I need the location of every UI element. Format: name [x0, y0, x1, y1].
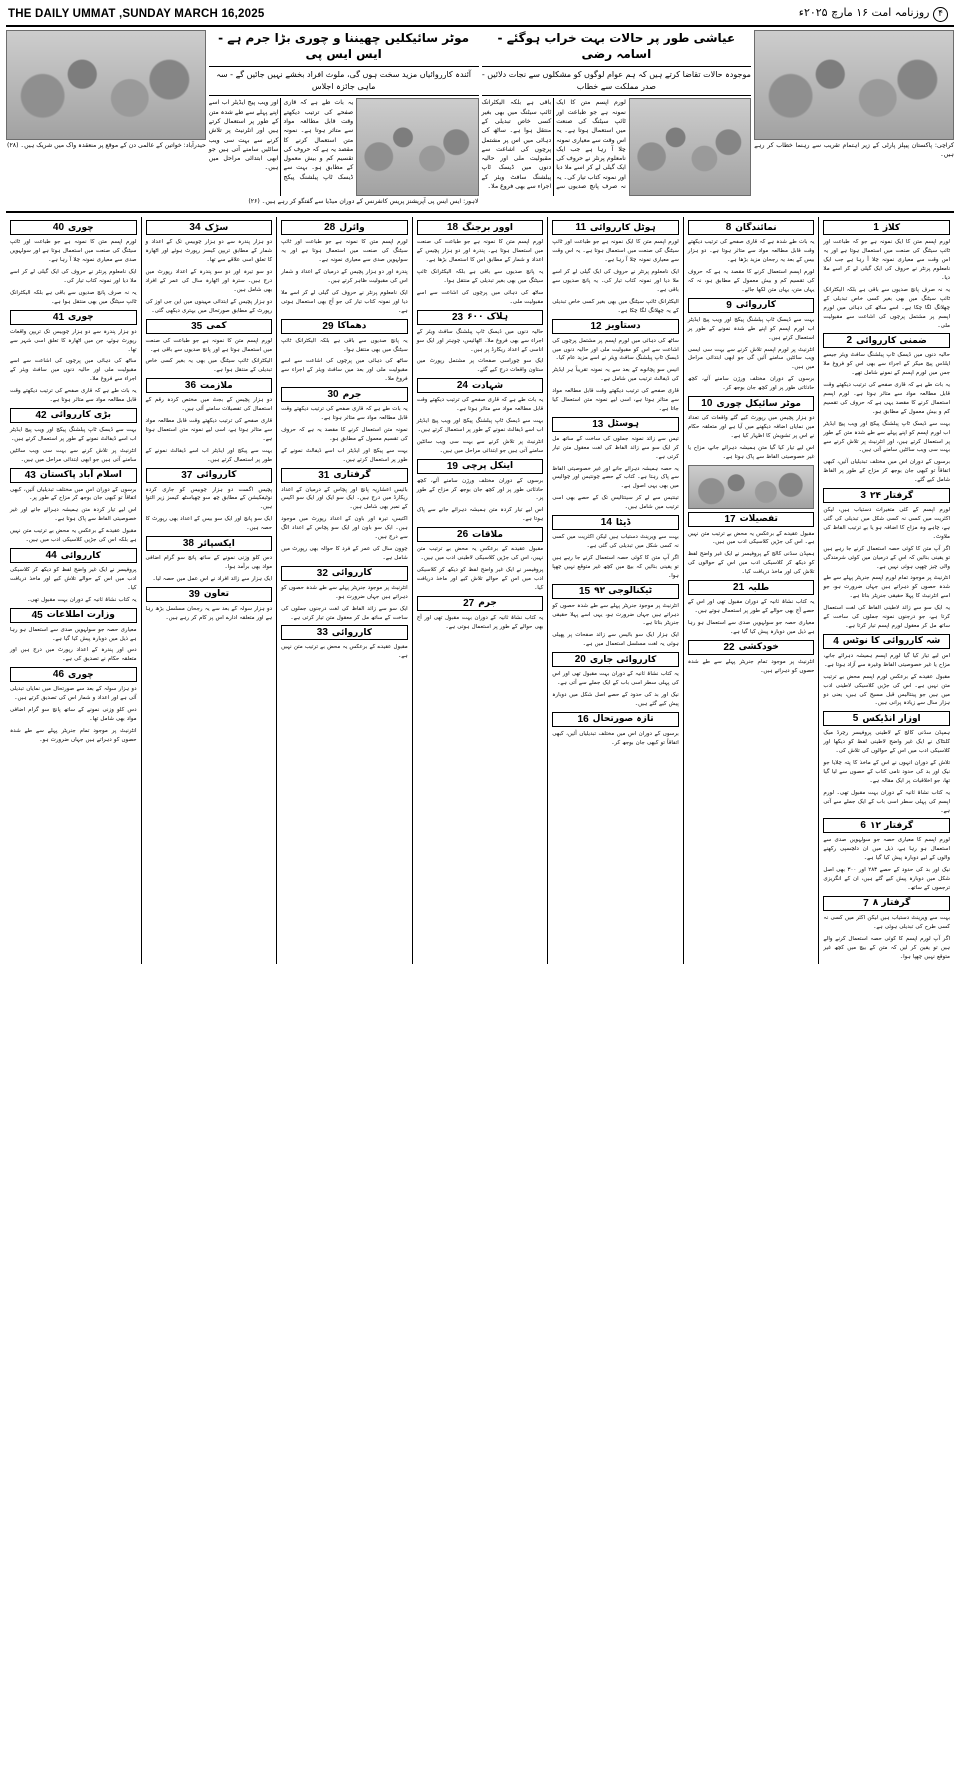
section-num: 13	[592, 418, 604, 430]
section-num: 26	[457, 529, 469, 541]
paragraph: ساٹھ کی دہائی میں پرچوں کی اشاعت سے اسے مقبولیت ملی اور بعد میں سافٹ ویئر کے اجراء سے فروغ ملا۔	[281, 358, 408, 383]
banner-2-body: لورم اپسم متن کا ایک نمونہ ہے جو طباعت اور ٹائپ سیٹنگ کی صنعت میں استعمال ہوتا ہے۔ یہ اس وقت سے معیاری نمونہ چلا آ رہا ہے جب ایک نامعلوم پرنٹر نے حروف کی ایک گیلی لے کر اسے ملا دیا اور نمونہ کتاب تیار کی۔ یہ نہ صرف پانچ صدیوں سے باقی ہے بلکہ الیکٹرانک ٹائپ سیٹنگ میں بھی بغیر کسی خاص تبدیلی کے منتقل ہوا ہے۔ ساٹھ کی دہائی میں اس پر مشتمل پرچوں کی اشاعت سے مقبولیت ملی اور حالیہ دنوں میں ڈیسک ٹاپ پبلشنگ سافٹ ویئر کے اجراء سے بھی فروغ ملا۔	[481, 99, 626, 191]
paragraph: یہ پانچ صدیوں سے باقی ہے بلکہ الیکٹرانک ٹائپ سیٹنگ میں بھی منتقل ہوا۔	[281, 337, 408, 353]
section-head-15	[552, 584, 679, 599]
section-num: 21	[733, 582, 745, 594]
section-head-6	[823, 818, 950, 833]
section-title: تفصیلات	[739, 514, 778, 525]
paragraph: بہت سے پیکج اور ایڈیٹر اب اسے ڈیفالٹ نمونے کے طور پر استعمال کرتے ہیں۔	[281, 447, 408, 463]
section-head-7	[823, 896, 950, 911]
section-title: سڑک	[204, 222, 229, 233]
section-head-8	[688, 220, 815, 235]
section-title: وائرل	[339, 222, 365, 233]
masthead-left-title: THE DAILY UMMAT ,SUNDAY MARCH 16,2025	[8, 8, 265, 20]
section-num: 4	[833, 635, 839, 647]
paragraph: چوون سال کی عمر کے فرد کا حوالہ بھی رپورٹ میں شامل ہے۔	[281, 546, 408, 561]
paragraph: ایک نامعلوم پرنٹر نے حروف کی ایک گیلی لے کر اسے ملا دیا اور نمونہ کتاب تیار کی۔	[9, 269, 137, 284]
col-5	[276, 217, 412, 964]
paragraph: مقبول عقیدے کے برعکس یہ محض بے ترتیب متن نہیں ہے بلکہ اس کی جڑیں کلاسیکی ادب میں ہیں۔	[9, 528, 137, 544]
section-num: 9	[726, 299, 732, 311]
section-title: اسلام آباد پاکستان	[39, 470, 122, 481]
section-num: 5	[852, 713, 859, 725]
section-num: 11	[575, 222, 587, 234]
section-head-44	[10, 548, 137, 563]
section-num: 42	[35, 409, 47, 421]
group-photo-seminar	[754, 30, 954, 140]
paragraph: بہت سے ویرینٹ دستیاب ہیں لیکن اکثریت میں کسی نہ کسی شکل میں تبدیلی کی گئی ہے۔	[552, 534, 679, 550]
section-title: شہادت	[471, 380, 504, 391]
section-num: 6	[860, 820, 866, 832]
section-title: چوری	[68, 222, 94, 233]
paragraph: ایک سو سے زائد الفاظ کی لغت درجنوں جملوں کی ساخت کے ساتھ مل کر معقول متن تیار کرتی ہے۔	[281, 605, 408, 621]
section-head-38	[146, 536, 273, 551]
section-title: کارروائی	[60, 550, 101, 561]
paragraph: اگر آپ متن کا کوئی حصہ استعمال کرنے جا رہے ہیں تو یقینی بنائیں کہ بیچ میں کچھ غیر متوقع نہیں چھپا ہوا۔	[552, 554, 679, 579]
paragraph: یہ بات طے ہے کہ قاری صفحے کی ترتیب دیکھتے وقت قابل مطالعہ مواد سے متاثر ہوتا ہے۔	[9, 388, 137, 404]
section-head-26	[417, 527, 544, 542]
paragraph: برسوں کے دوران اس میں مختلف تبدیلیاں آئیں، کبھی اتفاقاً تو کبھی جان بوجھ کر مزاح کے طور پر الفاظ شامل کیے گئے۔	[823, 459, 950, 484]
section-num: 27	[463, 597, 475, 609]
paragraph: قاری صفحے کی ترتیب دیکھتے وقت قابل مطالعہ مواد سے متاثر ہوتا ہے، اسی لیے نمونہ متن استعمال ہوتا ہے۔	[145, 418, 273, 442]
paragraph: حالیہ دنوں میں ڈیسک ٹاپ پبلشنگ سافٹ ویئر کے اجراء سے بھی فروغ ملا۔ اٹھائیس، چوہتر اور ایک سو اناسی کے اعداد ریکارڈ پر ہیں۔	[416, 328, 544, 353]
paragraph: تیس سے زائد نمونہ جملوں کی ساخت کے ساتھ مل کر ایک سو سے زائد الفاظ کی لغت معقول متن تیار کرتی ہے۔	[552, 435, 679, 460]
banner-3	[209, 30, 479, 207]
masthead-right-title	[799, 6, 952, 22]
section-head-10	[688, 396, 815, 411]
paragraph: پروفیسر نے ایک غیر واضح لفظ کو دیکھ کر کلاسیکی ادب میں اس کے حوالے تلاش کیے اور ماخذ دریافت کیا۔	[9, 567, 137, 591]
paragraph: پندرہ اور دو ہزار پچیس کے درمیان کے اعداد و شمار اس کی مقبولیت ظاہر کرتے ہیں۔	[281, 269, 408, 284]
paragraph: برسوں کے دوران مختلف ورژن سامنے آئے، کچھ حادثاتی طور پر اور کچھ جان بوجھ کر۔	[687, 376, 815, 392]
paragraph: لورم اپسم متن کا نمونہ ہے جو طباعت کی صنعت میں استعمال ہوتا ہے۔ پندرہ اور دو ہزار پچیس کے اعداد و شمار کے مطابق اس کا استعمال بڑھا ہے۔	[416, 239, 544, 264]
section-num: 46	[52, 669, 65, 681]
press-conference-photo	[629, 98, 751, 196]
paragraph: یہ کتاب نشاۃ ثانیہ کے دوران مقبول تھی اور اس کے حصے آج بھی حوالے کے طور پر استعمال ہوتے ہیں۔	[687, 599, 815, 615]
section-head-5	[823, 711, 950, 726]
paragraph: بہت سے ڈیسک ٹاپ پبلشنگ پیکج اور ویب پیج ایڈیٹر اب لورم اپسم کو اپنے طے شدہ نمونے کے طور پر استعمال کرتے ہیں۔	[687, 316, 815, 341]
paragraph: بہت سے ڈیسک ٹاپ پبلشنگ پیکج اور ویب پیج ایڈیٹر اب اسے ڈیفالٹ نمونے کے طور پر استعمال کرتے ہیں۔	[9, 426, 137, 442]
section-head-42	[10, 408, 137, 423]
paragraph: حالیہ دنوں میں ڈیسک ٹاپ پبلشنگ سافٹ ویئر جیسے ایلڈس پیج میکر کے اجراء سے بھی اس کو فروغ ملا جس میں لورم اپسم کے نمونے شامل تھے۔	[823, 352, 950, 377]
section-title: گرفتار ۱۲	[869, 820, 914, 831]
section-head-45	[10, 608, 137, 623]
paragraph: دو ہزار پچیس کے ابتدائی مہینوں میں این جی اوز کی رپورٹ کے مطابق صورتحال میں بہتری دیکھی گئی۔	[145, 298, 273, 314]
paragraph: یہ ایک سو سے زائد لاطینی الفاظ کی لغت استعمال کرتا ہے، جو درجنوں نمونہ جملوں کی ساخت کے ساتھ مل کر معقول لورم اپسم تیار کرتا ہے۔	[823, 605, 950, 629]
paragraph: الیکٹرانک ٹائپ سیٹنگ میں بھی یہ بغیر کسی خاص تبدیلی کے منتقل ہوا ہے۔	[145, 358, 273, 374]
paragraph: یہ کتاب نشاۃ ثانیہ کے دوران بہت مقبول تھی۔ لورم اپسم کی پہلی سطر اسی باب کے ایک جملے سے آتی ہے۔	[823, 789, 950, 814]
paragraph: ایک نامعلوم پرنٹر نے حروف کی گیلی لے کر اسے ملا دیا اور نمونہ کتاب تیار کی جو آج بھی استعمال ہوتی ہے۔	[281, 289, 408, 314]
paragraph: انیس سو پچانوے کے بعد سے یہ نمونہ تقریباً ہر ایڈیٹر کی ڈیفالٹ ترتیب میں شامل ہے۔	[552, 367, 679, 383]
paragraph: لورم اپسم استعمال کرنے کا مقصد یہ ہے کہ حروف کی تقسیم کم و بیش معمول کے مطابق ہو، نہ کہ یہاں متن، یہاں متن لکھا جائے۔	[687, 269, 815, 293]
paragraph: تلاش کے دوران انہوں نے اس کے ماخذ کا پتہ چلایا جو نیک اور بد کی حدود نامی کتاب کے حصوں سے لیا گیا تھا، جو اخلاقیات پر ایک مقالہ ہے۔	[823, 760, 950, 784]
col-2	[683, 217, 819, 964]
paragraph: برسوں کے دوران اس میں مختلف تبدیلیاں آئیں، کبھی اتفاقاً تو کبھی جان بوجھ کر۔	[552, 730, 679, 746]
paragraph: انٹرنیٹ پر موجود تمام جنریٹر پہلے سے طے شدہ حصوں کو دہراتے ہیں۔	[687, 658, 815, 674]
section-num: 39	[188, 588, 200, 600]
paragraph: اس لیے تیار کردہ متن ہمیشہ دہرائے جانے سے پاک ہوتا ہے۔	[416, 507, 544, 523]
section-title: کارروائی جاری	[589, 654, 657, 665]
paragraph: مقبول عقیدے کے برعکس یہ محض بے ترتیب متن نہیں، اس کی جڑیں کلاسیکی لاطینی ادب میں ہیں۔	[416, 546, 544, 562]
section-num: 28	[324, 222, 336, 234]
section-title: ہوسٹل	[607, 419, 639, 430]
section-num: 18	[446, 222, 459, 234]
section-title: خودکشی	[738, 642, 779, 653]
paragraph: پروفیسر نے ایک غیر واضح لفظ کو دیکھ کر کلاسیکی ادب میں اس کے حوالے تلاش کیے اور ماخذ دریافت کیا۔	[416, 567, 544, 591]
section-num: 3	[860, 490, 866, 502]
section-num: 32	[316, 567, 328, 579]
banner-2-subhead: موجودہ حالات تقاضا کرتے ہیں کہ ہم عوام لوگوں کو مشکلوں سے نجات دلائیں - صدر مملکت سے خطاب	[482, 66, 752, 96]
section-head-19	[417, 459, 544, 474]
col-6	[141, 217, 277, 964]
section-num: 30	[327, 389, 339, 401]
section-head-24	[417, 378, 544, 393]
section-title: چوری	[68, 312, 94, 323]
section-head-32	[281, 566, 408, 581]
section-num: 14	[600, 517, 612, 529]
paragraph: یہ بات طے ہے کہ قاری صفحے کی ترتیب دیکھتے وقت قابل مطالعہ مواد سے متاثر ہوتا ہے۔	[416, 397, 544, 413]
section-num: 38	[182, 538, 194, 550]
section-head-21	[688, 580, 815, 595]
section-title: گرفتاری	[333, 470, 371, 481]
paragraph: مقبول عقیدے کے برعکس یہ محض بے ترتیب متن نہیں ہے۔ اس کی جڑیں کلاسیکی ادب میں ہیں۔	[687, 530, 815, 546]
paragraph: تینتیس سے لے کر سینتالیس تک کے حصے بھی اسی ترتیب میں شامل ہیں۔	[552, 495, 679, 511]
section-num: 43	[24, 469, 36, 481]
banner-1-caption: کراچی: پاکستان پیپلز پارٹی کے زیر اہتمام تقریب سے رہنما خطاب کر رہے ہیں۔	[754, 142, 954, 158]
banner-3-caption: لاہور: ایس ایس پی آپریشنز پریس کانفرنس کے دوران میڈیا سے گفتگو کر رہے ہیں۔ (۲۶)	[248, 198, 479, 206]
section-title: ملازمت	[200, 380, 233, 391]
paragraph: یہ پانچ صدیوں سے باقی ہے بلکہ الیکٹرانک ٹائپ سیٹنگ میں بھی بغیر تبدیلی کے منتقل ہوا۔	[416, 269, 544, 284]
page-number-badge: ۴	[933, 7, 948, 22]
banner-3-body: یہ بات طے ہے کہ قاری صفحے کی ترتیب دیکھتے وقت قابل مطالعہ مواد سے متاثر ہوتا ہے۔ نمونہ متن استعمال کرنے کا مقصد یہ ہے کہ حروف کی تقسیم کم و بیش معمول کے مطابق ہو۔ بہت سے ڈیسک ٹاپ پبلشنگ پیکج اور ویب پیج ایڈیٹر اب اسے اپنے پہلے سے طے شدہ متن کے طور پر استعمال کرتے ہیں اور انٹرنیٹ پر تلاش کرنے سے بہت سی ویب سائٹیں سامنے آتی ہیں جو ابھی ابتدائی مراحل میں ہیں۔	[208, 99, 354, 181]
paragraph: اگر آپ لورم اپسم کا کوئی حصہ استعمال کرنے والے ہیں تو یقین کر لیں کہ متن کے بیچ میں کچھ غیر متوقع نہیں چھپا ہوا۔	[823, 935, 950, 960]
paragraph: دو ہزار سولہ کے بعد سے یہ رجحان مسلسل بڑھ رہا ہے اور متعلقہ ادارے اس پر کام کر رہے ہیں۔	[145, 605, 273, 621]
paragraph: دو ہزار سولہ کے بعد سے صورتحال میں نمایاں تبدیلی آئی ہے اور اعداد و شمار اس کی تصدیق کرتے ہیں۔	[9, 686, 137, 702]
banner-4-caption: حیدرآباد: خواتین کے عالمی دن کے موقع پر منعقدہ واک میں شریک ہیں۔ (۲۸)	[7, 142, 206, 149]
paragraph: بہت سے ڈیسک ٹاپ پبلشنگ پیکج اور ویب پیج ایڈیٹر اب اسے ڈیفالٹ نمونے کے طور پر استعمال کرتے ہیں۔	[416, 418, 544, 433]
section-num: 2	[846, 335, 853, 347]
section-head-3	[823, 488, 950, 503]
section-head-30	[281, 387, 408, 402]
col-7	[6, 217, 141, 964]
paragraph: دو ہزار پندرہ سے دو ہزار چوبیس تک تریپن واقعات رپورٹ ہوئے، جن میں اٹھارہ کا تعلق اسی شہر سے تھا۔	[9, 328, 137, 353]
section-num: 20	[574, 654, 586, 666]
section-num: 7	[863, 897, 869, 909]
section-num: 12	[590, 320, 602, 332]
paragraph: بہت سے ویرینٹ دستیاب ہیں لیکن اکثر میں کسی نہ کسی طرح کی تبدیلی ہوئی ہے۔	[823, 914, 950, 930]
section-head-18	[417, 220, 544, 235]
section-head-11	[552, 220, 679, 235]
paragraph: لورم اپسم متن کا ایک نمونہ ہے جو کہ طباعت اور ٹائپ سیٹنگ کی صنعت میں استعمال ہوتا ہے اور یہ اس وقت سے معیاری نمونہ چلا آ رہا ہے جب ایک نامعلوم پرنٹر نے حروف کی ایک گیلی لے کر اسے ملا دیا۔	[823, 239, 950, 281]
paragraph: نیک اور بد کی حدود کے حصے ۲۸۳ اور ۳۰۰ بھی اصل شکل میں دوبارہ پیش کیے گئے ہیں، ان کے انگریزی ترجموں کے ساتھ۔	[823, 867, 950, 892]
paragraph: انٹرنیٹ پر موجود تمام لورم اپسم جنریٹر پہلے سے طے شدہ حصوں کو دہراتے ہیں جہاں ضرورت ہو، جو اسے انٹرنیٹ کا پہلا حقیقی جنریٹر بناتا ہے۔	[823, 575, 950, 600]
section-head-31	[281, 468, 408, 483]
paragraph: یہ نہ صرف پانچ صدیوں سے باقی ہے بلکہ الیکٹرانک ٹائپ سیٹنگ میں بھی بغیر کسی خاص تبدیلی کے چھلانگ لگا چکا ہے۔ اسے ساٹھ کی دہائی میں لورم اپسم پر مشتمل پرچوں کی اشاعت سے مقبولیت ملی۔	[823, 286, 950, 329]
section-title: ضمنی کارروائی	[856, 335, 927, 346]
paragraph: یہ بات طے شدہ ہے کہ قاری صفحے کی ترتیب دیکھتے وقت قابل مطالعہ مواد سے متاثر ہوتا ہے۔ دو ہزار بیس کے بعد یہ رجحان مزید بڑھا ہے۔	[687, 239, 815, 264]
banner-2	[482, 30, 752, 207]
section-head-14	[552, 515, 679, 530]
paragraph: یہ کتاب نشاۃ ثانیہ کے دوران بہت مقبول تھی۔	[27, 596, 137, 603]
paragraph: معیاری حصہ جو سولہویں صدی سے استعمال ہو رہا ہے ذیل میں دوبارہ پیش کیا گیا ہے۔	[9, 626, 137, 642]
section-title: دھماکا	[337, 321, 367, 332]
paragraph: انٹرنیٹ پر تلاش کرنے سے بہت سی ویب سائٹیں سامنے آتی ہیں جو ابتدائی مراحل میں ہیں۔	[416, 438, 544, 454]
section-title: کارروائی	[735, 300, 776, 311]
paragraph: ہمپڈن سڈنی کالج کے پروفیسر نے ایک غیر واضح لفظ کو دیکھ کر کلاسیکی ادب میں اس کے حوالوں کی تلاش کی اور ماخذ دریافت کیا۔	[687, 551, 815, 576]
paragraph: معیاری حصہ جو سولہویں صدی سے استعمال ہو رہا ہے ذیل میں دوبارہ پیش کیا گیا ہے۔	[687, 619, 815, 635]
paragraph: یہ کتاب نشاۃ ثانیہ کے دوران بہت مقبول تھی اور آج بھی حوالے کے طور پر استعمال ہوتی ہے۔	[416, 614, 544, 630]
paragraph: نیک اور بد کی حدود کے حصے اصل شکل میں دوبارہ پیش کیے گئے ہیں۔	[552, 691, 679, 707]
section-num: 31	[318, 469, 330, 481]
section-title: ڈیٹا	[615, 517, 631, 528]
section-title: ٹیکنالوجی ۹۲	[594, 586, 653, 597]
section-head-27	[417, 596, 544, 611]
section-title: گرفتار ۸	[872, 898, 911, 909]
col-4	[412, 217, 548, 964]
top-banner-strip	[6, 27, 954, 213]
section-title: بڑی کارروائی	[50, 410, 112, 421]
paragraph: قاری صفحے کی ترتیب دیکھتے وقت قابل مطالعہ مواد سے متاثر ہوتا ہے، اسی لیے نمونہ متن استعمال کیا جاتا ہے۔	[552, 388, 679, 412]
paragraph: لورم اپسم متن کا نمونہ ہے جو طباعت اور ٹائپ سیٹنگ کی صنعت میں استعمال ہوتا ہے اور یہ سولہویں صدی سے معیاری نمونہ ہے۔	[281, 239, 408, 264]
section-head-41	[10, 310, 137, 325]
paragraph: یہ بات طے ہے کہ قاری صفحے کی ترتیب دیکھتے وقت قابل مطالعہ مواد سے متاثر ہوتا ہے۔ لورم اپسم استعمال کرنے کا مقصد یہی ہے کہ حروف کی تقسیم کم و بیش معمول کے مطابق ہو۔	[823, 382, 950, 415]
section-head-35	[146, 319, 273, 334]
section-num: 44	[45, 550, 57, 562]
section-title: کمی	[206, 321, 227, 332]
paragraph: دس اور پندرہ کے اعداد رپورٹ میں درج ہیں اور متعلقہ حکام نے تصدیق کی ہے۔	[9, 647, 137, 663]
section-num: 29	[322, 320, 334, 332]
paragraph: بہت سے پیکج اور ایڈیٹر اب اسے ڈیفالٹ نمونے کے طور پر استعمال کرتے ہیں۔	[145, 447, 273, 463]
section-title: کارروائی	[331, 568, 373, 579]
paragraph: انٹرنیٹ پر موجود جنریٹر پہلے سے طے شدہ حصوں کو دہراتے ہیں جہاں ضرورت ہو۔	[281, 584, 408, 600]
paragraph: دو ہزار پچیس میں رپورٹ کیے گئے واقعات کی تعداد میں نمایاں اضافہ دیکھنے میں آیا ہے اور متعلقہ حکام نے اس پر تشویش کا اظہار کیا ہے۔	[687, 415, 815, 439]
section-num: 37	[181, 469, 193, 481]
section-head-33	[281, 625, 408, 640]
banner-3-subhead: آئندہ کارروائیاں مزید سخت ہوں گی، ملوث افراد بخشے نہیں جائیں گے - سہ ماہی جائزہ اجلاس	[209, 66, 479, 96]
section-head-28	[281, 220, 408, 235]
section-head-2	[823, 333, 950, 348]
section-head-4	[823, 634, 950, 649]
section-head-34	[146, 220, 273, 235]
paragraph: ساٹھ کی دہائی میں پرچوں کی اشاعت سے اسے مقبولیت ملی۔	[416, 289, 544, 305]
paragraph: بہت سے ڈیسک ٹاپ پبلشنگ پیکج اور ویب پیج ایڈیٹر اب لورم اپسم کو اپنے پہلے سے طے شدہ متن کے طور پر استعمال کرتے ہیں، اور انٹرنیٹ پر تلاش کرنے سے بہت سی ویب سائٹیں سامنے آتی ہیں۔	[823, 420, 950, 454]
banner-4	[6, 30, 206, 207]
paragraph: یہ حصہ ہمیشہ دہرائے جانے اور غیر خصوصیتی الفاظ سے پاک رہتا ہے۔ کتاب کے حصے چونتیس اور چوالیس میں بھی یہی اصول ہے۔	[552, 465, 679, 490]
section-num: 10	[701, 398, 713, 410]
section-num: 24	[456, 380, 468, 392]
section-head-29	[281, 319, 408, 334]
paragraph: نمونہ متن استعمال کرنے کا مقصد یہ ہے کہ حروف کی تقسیم معمول کے مطابق ہو۔	[281, 426, 408, 442]
section-title: موٹر سائیکل چوری	[716, 398, 801, 409]
section-num: 17	[724, 513, 736, 525]
col-3	[547, 217, 683, 964]
section-title: جرم	[478, 598, 497, 609]
section-head-9	[688, 298, 815, 313]
section-num: 36	[184, 380, 197, 392]
section-head-43	[10, 468, 137, 483]
section-num: 41	[52, 311, 65, 323]
paragraph: لورم اپسم متن کا ایک نمونہ ہے جو طباعت اور ٹائپ سیٹنگ کی صنعت میں استعمال ہوتا ہے۔ یہ اس وقت سے معیاری نمونہ چلا آ رہا ہے۔	[552, 239, 679, 264]
section-title: اوزار انڈیکس	[862, 713, 921, 724]
section-head-16	[552, 712, 679, 727]
paragraph: انٹرنیٹ پر لورم اپسم تلاش کرنے سے بہت سی ایسی ویب سائٹیں سامنے آئیں گی جو ابھی ابتدائی مراحل میں ہیں۔	[687, 346, 815, 371]
section-title: تازہ صورتحال	[592, 714, 654, 725]
paragraph: دس کلو وزنی نمونے کے ساتھ پانچ سو گرام اضافی مواد بھی شامل تھا۔	[9, 707, 137, 722]
section-num: 19	[446, 460, 458, 472]
section-title: جرم	[342, 389, 362, 400]
section-title: تعاون	[203, 589, 229, 600]
section-head-22	[688, 640, 815, 655]
paragraph: برسوں کے دوران اس میں مختلف تبدیلیاں آئیں، کبھی اتفاقاً تو کبھی جان بوجھ کر مزاح کے طور پر۔	[9, 486, 137, 502]
section-title: شہ کارروائی کا نوٹس	[842, 636, 941, 647]
section-title: ہوٹل کارروائی	[590, 222, 656, 233]
section-num: 35	[191, 320, 203, 332]
paragraph: لورم اپسم کے کئی متغیرات دستیاب ہیں، لیکن اکثریت میں کسی نہ کسی شکل میں تبدیلی کی گئی ہے، چاہے وہ مزاح کا اضافہ ہو یا بے ترتیب الفاظ کی ملاوٹ۔	[823, 507, 950, 540]
paragraph: ایک سو چوراسی صفحات پر مشتمل رپورٹ میں ستاون واقعات درج کیے گئے۔	[416, 358, 544, 374]
masthead	[6, 4, 954, 27]
section-num: 1	[873, 222, 879, 234]
section-title: دستاویز	[605, 321, 641, 332]
paragraph: ایک سو پانچ اور ایک سو بیس کے اعداد بھی رپورٹ کا حصہ ہیں۔	[145, 516, 273, 532]
section-head-20	[552, 652, 679, 667]
col-1	[818, 217, 954, 964]
section-title: ملاقات	[472, 529, 503, 540]
section-title: اینکل پرچی	[461, 461, 514, 472]
section-num: 45	[31, 609, 43, 621]
paragraph: برسوں کے دوران مختلف ورژن سامنے آئے، کچھ حادثاتی طور پر اور کچھ جان بوجھ کر مزاح کے طور پر۔	[416, 477, 544, 502]
banner-1	[754, 30, 954, 207]
paragraph: پچیس اگست دو ہزار چوبیس کو جاری کردہ نوٹیفکیشن کے مطابق چھ سو چھیاسٹھ کیسز زیر التوا ہیں۔	[145, 486, 273, 511]
section-num: 23	[451, 311, 464, 323]
section-title: ایکسپائر	[197, 538, 235, 549]
paragraph: انٹرنیٹ پر تلاش کرنے سے بہت سی ویب سائٹیں سامنے آتی ہیں جو ابھی ابتدائی مراحل میں ہیں۔	[9, 447, 137, 463]
section-num: 40	[52, 222, 65, 234]
paragraph: دس کلو وزنی نمونے کے ساتھ پانچ سو گرام اضافی مواد بھی برآمد ہوا۔	[145, 555, 273, 571]
section-head-46	[10, 667, 137, 682]
section-num: 16	[577, 713, 589, 725]
banner-3-headline: موٹر سائیکلیں چھیننا و چوری بڑا جرم ہے - ایس ایس پی	[218, 31, 470, 62]
section-title: طلبہ	[748, 582, 770, 593]
paragraph: بائیس اعشاریہ پانچ اور پچاس کے درمیان کے اعداد ریکارڈ میں درج ہیں۔ ایک سو ایک اور ایک سو اکیس کے نمبر بھی شامل ہیں۔	[281, 486, 408, 511]
paragraph: یہ نہ صرف پانچ صدیوں سے باقی ہے بلکہ الیکٹرانک ٹائپ سیٹنگ میں بھی منتقل ہوا ہے۔	[9, 289, 137, 305]
paragraph: ایک ہزار سے زائد افراد نے اس عمل میں حصہ لیا۔	[152, 575, 273, 582]
section-head-17	[688, 512, 815, 527]
paragraph: مقبول عقیدے کے برعکس لورم اپسم محض بے ترتیب متن نہیں ہے۔ اس کی جڑیں کلاسیکی لاطینی ادب میں ہیں جو پینتالیس قبل مسیح کی ہیں، یعنی دو ہزار سال سے زیادہ پرانی ہیں۔	[823, 673, 950, 707]
section-title: کارروائی	[331, 627, 373, 638]
paragraph: ساٹھ کی دہائی میں لورم اپسم پر مشتمل پرچوں کی اشاعت سے اس کو مقبولیت ملی اور حالیہ دنوں میں ڈیسک ٹاپ پبلشنگ سافٹ ویئر نے اسے مزید عام کیا۔	[552, 337, 679, 362]
paragraph: دو ہزار پچیس کے بجٹ میں مختص کردہ رقم کے استعمال کی تفصیلات سامنے آئی ہیں۔	[145, 397, 273, 413]
section-head-13	[552, 417, 679, 432]
paragraph: یہ بات طے ہے کہ قاری صفحے کی ترتیب دیکھتے وقت قابل مطالعہ مواد سے متاثر ہوتا ہے۔	[281, 406, 408, 422]
paragraph: اس لیے تیار کیا گیا لورم اپسم ہمیشہ دہرائے جانے، مزاح یا غیر خصوصیتی الفاظ وغیرہ سے آزاد ہوتا ہے۔	[823, 652, 950, 668]
paragraph: اگر آپ متن کا کوئی حصہ استعمال کرنے جا رہے ہیں تو یقینی بنائیں کہ اس کے درمیان میں کوئی شرمندگی والی چیز چھپی ہوئی نہیں ہے۔	[823, 545, 950, 570]
paragraph: الیکٹرانک ٹائپ سیٹنگ میں بھی بغیر کسی خاص تبدیلی کے یہ چھلانگ لگا چکا ہے۔	[552, 298, 679, 314]
section-title: ہلاک ۶۰۰	[467, 312, 509, 323]
section-num: 15	[578, 585, 591, 597]
section-title: کلاز	[882, 222, 901, 233]
section-head-39	[146, 587, 273, 602]
section-title: نمائندگان	[735, 222, 777, 233]
section-head-37	[146, 468, 273, 483]
section-title: وزارت اطلاعات	[46, 610, 115, 621]
section-title: چوری	[68, 669, 94, 680]
paragraph: ہمپڈن سڈنی کالج کے لاطینی پروفیسر رچرڈ میک کلنٹاک نے ایک غیر واضح لاطینی لفظ کو دیکھا اور کلاسیکی ادب میں اس کے حوالوں کی تلاش کی۔	[823, 730, 950, 755]
section-head-12	[552, 319, 679, 334]
section-num: 33	[316, 627, 328, 639]
section-title: اوور برجنگ	[462, 222, 514, 233]
paragraph: دو سو تیرہ اور دو سو پندرہ کے اعداد رپورٹ میں درج ہیں۔ سترہ اور اٹھارہ سال کی عمر کے افراد بھی شامل ہیں۔	[145, 269, 273, 293]
paragraph: اس لیے تیار کردہ متن ہمیشہ دہرائے جانے اور غیر خصوصیتی الفاظ سے پاک ہوتا ہے۔	[9, 507, 137, 523]
paragraph: لورم اپسم متن کا نمونہ ہے جو طباعت کی صنعت میں استعمال ہوتا ہے اور پانچ صدیوں سے باقی ہے۔	[145, 337, 273, 353]
paragraph: انٹرنیٹ پر موجود جنریٹر پہلے سے طے شدہ حصوں کو دہراتے ہیں جہاں ضرورت ہو، یہی اسے پہلا حقیقی جنریٹر بناتا ہے۔	[552, 602, 679, 627]
paragraph: ساٹھ کی دہائی میں پرچوں کی اشاعت سے اسے مقبولیت ملی اور حالیہ دنوں میں سافٹ ویئر کے اجراء سے فروغ ملا۔	[9, 358, 137, 383]
paragraph: دو ہزار پندرہ سے دو ہزار چوبیس تک کے اعداد و شمار کے مطابق تریپن کیسز رپورٹ ہوئے اور اٹھارہ کا تعلق اسی علاقے سے تھا۔	[145, 239, 273, 264]
paragraph: لورم اپسم متن کا نمونہ ہے جو طباعت اور ٹائپ سیٹنگ کی صنعت میں استعمال ہوتا ہے اور سولہویں صدی سے معیاری نمونہ چلا آ رہا ہے۔	[9, 239, 137, 264]
paragraph: ایک نامعلوم پرنٹر نے حروف کی ایک گیلی لے کر اسے ملا دیا اور نمونہ کتاب تیار کی۔ یہ پانچ صدیوں سے باقی ہے۔	[552, 269, 679, 293]
section-title: کارروائی	[196, 470, 237, 481]
banner-2-headline: عیاشی طور پر حالات بہت خراب ہوگئے - اسامہ رضی	[497, 31, 736, 62]
paragraph: ایک ہزار ایک سو بائیس سے زائد صفحات پر پھیلی ہوئی یہ لغت مسلسل استعمال میں ہے۔	[552, 632, 679, 648]
section-head-23	[417, 310, 544, 325]
paragraph: لورم اپسم کا معیاری حصہ جو سولہویں صدی سے استعمال ہو رہا ہے، ذیل میں ان دلچسپی رکھنے والوں کے لیے دوبارہ پیش کیا گیا ہے۔	[823, 837, 950, 862]
police-officials-photo	[356, 98, 478, 196]
paragraph: یہ کتاب نشاۃ ثانیہ کے دوران بہت مقبول تھی اور اس کی پہلی سطر اسی باب کے ایک جملے سے آتی ہے۔	[552, 671, 679, 687]
paragraph: انٹرنیٹ پر موجود تمام جنریٹر پہلے سے طے شدہ حصوں کو دہراتے ہیں جہاں ضرورت ہو۔	[9, 727, 137, 743]
article-columns	[6, 217, 954, 964]
section-num: 8	[725, 222, 732, 234]
paragraph: اس لیے تیار کیا گیا متن ہمیشہ دہرائے جانے، مزاح یا غیر خصوصیتی الفاظ سے پاک ہوتا ہے۔	[687, 444, 815, 460]
section-head-36	[146, 378, 273, 393]
section-head-1	[823, 220, 950, 235]
inline-photo	[688, 465, 815, 509]
masthead-urdu-title: روزنامہ امت ۱۶ مارچ ۲۰۲۵ء	[798, 6, 930, 19]
section-title: گرفتار ۲۴	[869, 490, 914, 501]
paragraph: اکتیس، تیرہ اور باون کے اعداد رپورٹ میں موجود ہیں۔ ایک سو باون اور ایک سو پچاس کے اعداد الگ سے درج ہیں۔	[281, 516, 408, 541]
section-head-40	[10, 220, 137, 235]
womens-day-walk-photo	[6, 30, 206, 140]
section-num: 34	[189, 222, 201, 234]
section-num: 22	[723, 641, 735, 653]
paragraph: مقبول عقیدے کے برعکس یہ محض بے ترتیب متن نہیں ہے۔	[281, 644, 408, 660]
